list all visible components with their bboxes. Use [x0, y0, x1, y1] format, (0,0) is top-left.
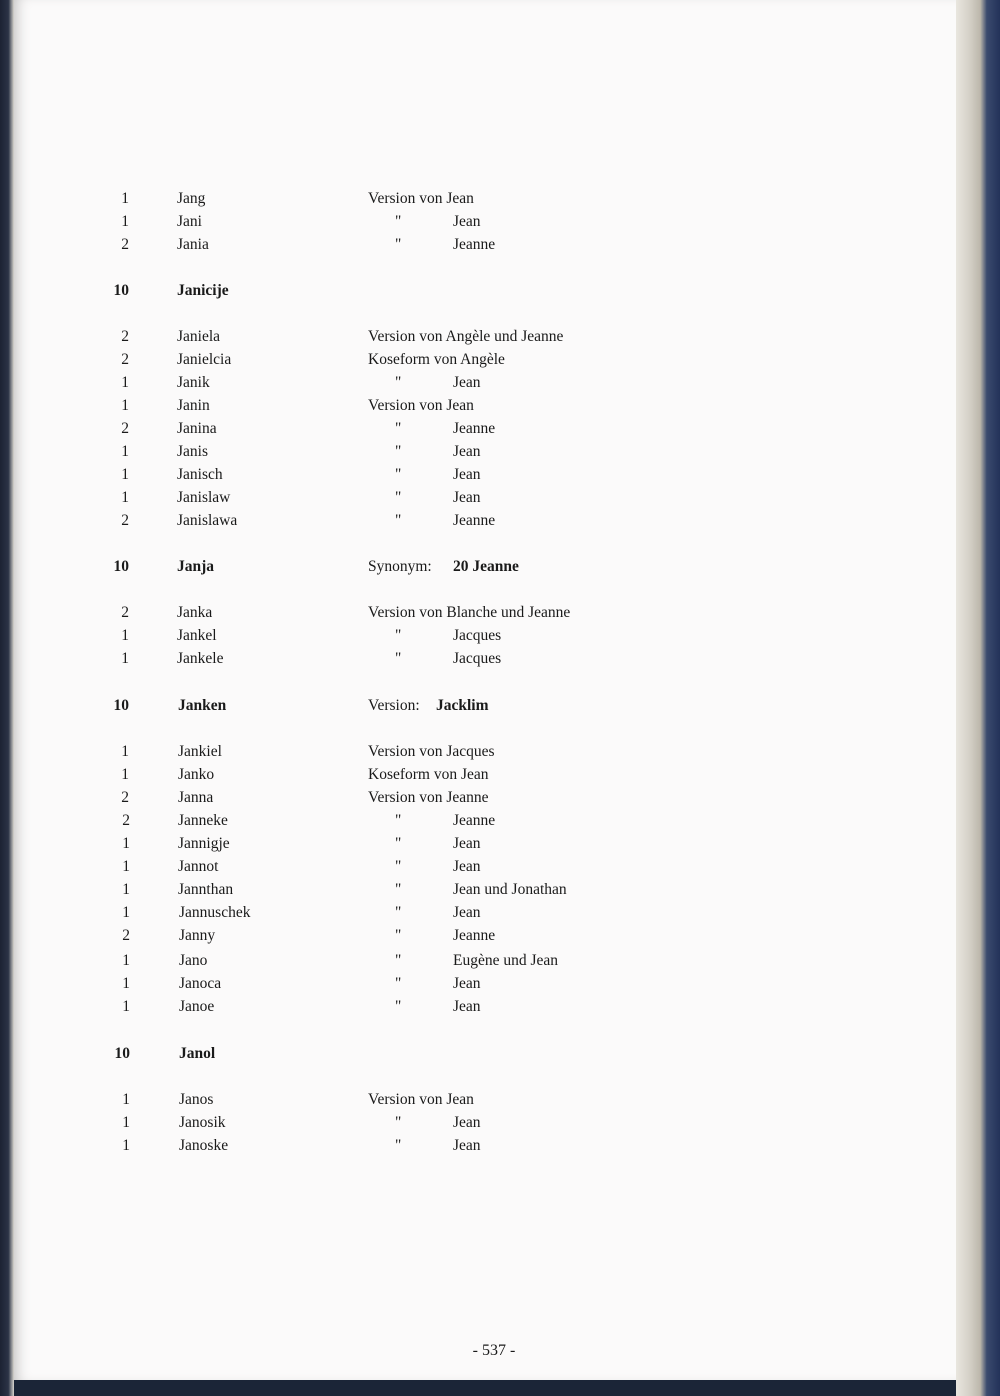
- entry-name: Janina: [177, 420, 217, 437]
- entry-name: Jania: [177, 236, 209, 253]
- entry-reference: Jean: [453, 489, 481, 506]
- entry-row: [14, 973, 714, 995]
- entry-name: Janiela: [177, 328, 221, 345]
- ditto-mark: ": [395, 998, 402, 1015]
- entry-relation-target: 20 Jeanne: [453, 558, 519, 575]
- entry-row: [14, 441, 714, 463]
- entry-description: Version von Blanche und Jeanne: [368, 604, 571, 621]
- entry-reference: Jacques: [453, 650, 502, 667]
- entry-reference: Jean: [453, 443, 481, 460]
- entry-reference: Jean: [453, 213, 481, 230]
- page-stack-edge: [956, 0, 1000, 1396]
- entry-number: 1: [122, 1137, 130, 1154]
- document-page: [14, 0, 956, 1380]
- entry-name: Janin: [177, 397, 210, 414]
- entry-row: [14, 764, 714, 786]
- entry-name: Janielcia: [177, 351, 232, 368]
- entry-heading-row: [14, 556, 714, 578]
- entry-description: Version von Jean: [368, 1091, 474, 1108]
- entry-name: Janko: [178, 766, 215, 783]
- entry-number: 1: [122, 858, 130, 875]
- entry-name: Janis: [177, 443, 208, 460]
- entry-number: 1: [122, 952, 130, 969]
- entry-name: Janislaw: [177, 489, 231, 506]
- entry-row: [14, 188, 714, 210]
- entry-name: Jankiel: [178, 743, 222, 760]
- entry-number: 2: [121, 604, 129, 621]
- book-spine-edge: [0, 0, 14, 1396]
- entry-relation-label: Version:: [368, 697, 420, 714]
- entry-reference: Jacques: [453, 627, 502, 644]
- entry-row: [14, 741, 714, 763]
- entry-number: 1: [121, 443, 129, 460]
- entry-number: 1: [121, 650, 129, 667]
- entry-reference: Jean: [453, 858, 481, 875]
- entry-row: [14, 234, 714, 256]
- entry-name: Janoe: [179, 998, 215, 1015]
- entry-reference: Jean: [453, 1137, 481, 1154]
- entry-row: [14, 1135, 714, 1157]
- entry-reference: Jeanne: [453, 420, 496, 437]
- entry-name: Janny: [179, 927, 216, 944]
- ditto-mark: ": [395, 952, 402, 969]
- ditto-mark: ": [395, 420, 402, 437]
- entry-reference: Jean: [453, 374, 481, 391]
- ditto-mark: ": [395, 975, 402, 992]
- entry-name: Jankel: [177, 627, 217, 644]
- entry-name: Janosik: [179, 1114, 226, 1131]
- entry-name: Jano: [179, 952, 208, 969]
- entry-name: Janna: [178, 789, 214, 806]
- entry-relation-label: Synonym:: [368, 558, 432, 575]
- entry-row: [14, 349, 714, 371]
- entry-reference: Jean: [453, 1114, 481, 1131]
- entry-description: Version von Jean: [368, 397, 474, 414]
- entry-number: 1: [121, 489, 129, 506]
- entry-name: Jannthan: [178, 881, 234, 898]
- entry-row: [14, 510, 714, 532]
- ditto-mark: ": [395, 374, 402, 391]
- ditto-mark: ": [395, 812, 402, 829]
- entry-row: [14, 326, 714, 348]
- entry-name: Janisch: [177, 466, 223, 483]
- entry-row: [14, 856, 714, 878]
- entry-number: 1: [121, 397, 129, 414]
- entry-row: [14, 950, 714, 972]
- page-number: - 537 -: [472, 1342, 516, 1359]
- entry-row: [14, 787, 714, 809]
- entry-row: [14, 996, 714, 1018]
- entry-name: Janja: [177, 558, 215, 575]
- ditto-mark: ": [395, 881, 402, 898]
- entry-number: 1: [122, 975, 130, 992]
- entry-reference: Jean: [453, 998, 481, 1015]
- entry-row: [14, 879, 714, 901]
- entry-name: Jannuschek: [179, 904, 251, 921]
- entry-description: Koseform von Angèle: [368, 351, 505, 368]
- entry-number: 1: [122, 998, 130, 1015]
- entry-row: [14, 602, 714, 624]
- entry-row: [14, 810, 714, 832]
- entry-reference: Jeanne: [453, 812, 496, 829]
- entry-number: 1: [122, 881, 130, 898]
- entry-number: 1: [122, 1091, 130, 1108]
- entry-number: 10: [113, 282, 129, 299]
- entry-number: 1: [122, 904, 130, 921]
- ditto-mark: ": [395, 835, 402, 852]
- entry-number: 1: [121, 190, 129, 207]
- entry-name: Janos: [179, 1091, 214, 1108]
- entry-row: [14, 1112, 714, 1134]
- ditto-mark: ": [395, 443, 402, 460]
- entry-name: Jankele: [177, 650, 224, 667]
- ditto-mark: ": [395, 213, 402, 230]
- entry-relation-target: Jacklim: [436, 697, 489, 714]
- entry-number: 2: [122, 812, 130, 829]
- entry-number: 1: [121, 466, 129, 483]
- entry-number: 1: [121, 213, 129, 230]
- ditto-mark: ": [395, 512, 402, 529]
- entry-name: Janoske: [179, 1137, 229, 1154]
- entry-number: 10: [113, 558, 129, 575]
- entry-number: 2: [122, 927, 130, 944]
- entry-number: 1: [121, 743, 129, 760]
- entry-number: 2: [121, 512, 129, 529]
- entry-row: [14, 1089, 714, 1111]
- entry-reference: Jean und Jonathan: [453, 881, 567, 898]
- entry-row: [14, 464, 714, 486]
- entry-row: [14, 487, 714, 509]
- entry-number: 2: [121, 420, 129, 437]
- entry-number: 2: [121, 789, 129, 806]
- entry-description: Version von Jacques: [368, 743, 495, 760]
- ditto-mark: ": [395, 1114, 402, 1131]
- ditto-mark: ": [395, 904, 402, 921]
- entry-description: Koseform von Jean: [368, 766, 489, 783]
- entry-name: Janneke: [178, 812, 228, 829]
- ditto-mark: ": [395, 927, 402, 944]
- entry-number: 10: [114, 1045, 130, 1062]
- entry-name: Jang: [177, 190, 206, 207]
- entry-number: 1: [122, 835, 130, 852]
- entry-name: Jannigje: [178, 835, 230, 852]
- entry-name: Janol: [179, 1045, 216, 1062]
- entry-row: [14, 625, 714, 647]
- entry-number: 2: [121, 236, 129, 253]
- entry-name: Janislawa: [177, 512, 238, 529]
- entry-description: Version von Jean: [368, 190, 474, 207]
- entry-heading-row: [14, 280, 714, 302]
- ditto-mark: ": [395, 650, 402, 667]
- entry-name: Jannot: [178, 858, 219, 875]
- entry-number: 1: [121, 627, 129, 644]
- entry-reference: Jean: [453, 904, 481, 921]
- entry-name: Janoca: [179, 975, 222, 992]
- entry-reference: Jean: [453, 835, 481, 852]
- entry-number: 2: [121, 351, 129, 368]
- ditto-mark: ": [395, 858, 402, 875]
- entry-name: Janka: [177, 604, 213, 621]
- ditto-mark: ": [395, 627, 402, 644]
- entry-reference: Jeanne: [453, 236, 496, 253]
- entry-number: 1: [122, 1114, 130, 1131]
- entry-row: [14, 925, 714, 947]
- entry-row: [14, 418, 714, 440]
- entry-heading-row: [14, 1043, 714, 1065]
- entry-name: Janken: [178, 697, 227, 714]
- entry-row: [14, 648, 714, 670]
- entry-name: Janik: [177, 374, 210, 391]
- entry-description: Version von Angèle und Jeanne: [368, 328, 564, 345]
- entry-row: [14, 902, 714, 924]
- entry-name: Janicije: [177, 282, 229, 299]
- entry-number: 1: [121, 766, 129, 783]
- entry-row: [14, 211, 714, 233]
- ditto-mark: ": [395, 489, 402, 506]
- entry-number: 2: [121, 328, 129, 345]
- entry-row: [14, 372, 714, 394]
- entry-row: [14, 395, 714, 417]
- entry-reference: Eugène und Jean: [453, 952, 559, 969]
- entry-reference: Jeanne: [453, 927, 496, 944]
- ditto-mark: ": [395, 466, 402, 483]
- entry-reference: Jean: [453, 975, 481, 992]
- entry-heading-row: [14, 695, 714, 717]
- ditto-mark: ": [395, 1137, 402, 1154]
- entry-number: 10: [113, 697, 129, 714]
- ditto-mark: ": [395, 236, 402, 253]
- entry-description: Version von Jeanne: [368, 789, 489, 806]
- entry-reference: Jeanne: [453, 512, 496, 529]
- entry-row: [14, 833, 714, 855]
- entry-number: 1: [121, 374, 129, 391]
- entry-reference: Jean: [453, 466, 481, 483]
- entry-name: Jani: [177, 213, 202, 230]
